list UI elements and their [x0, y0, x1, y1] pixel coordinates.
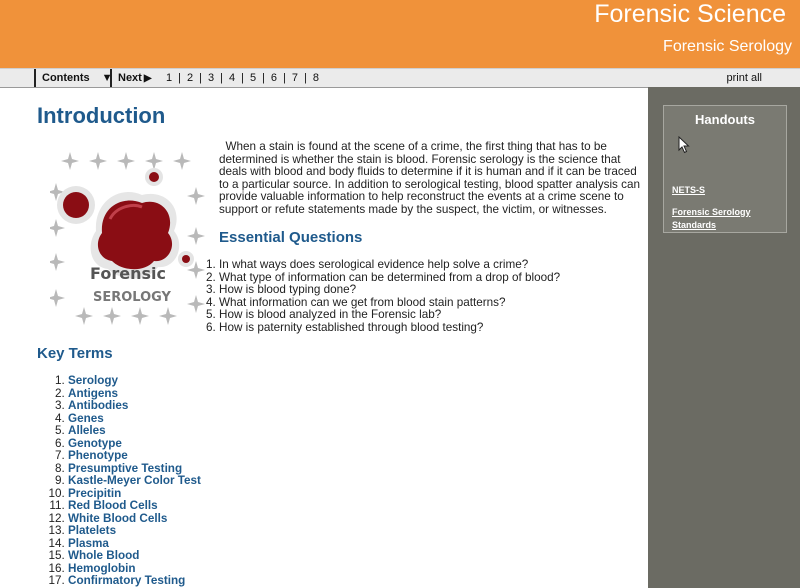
key-term-link[interactable]: Plasma: [68, 536, 109, 550]
page-separator: |: [220, 72, 223, 84]
key-term-link[interactable]: Phenotype: [68, 449, 128, 462]
question-item: 5. How is blood analyzed in the Forensic lab?: [219, 309, 560, 322]
question-item: 6. How is paternity established through blood testing?: [219, 322, 560, 335]
site-header: [0, 0, 800, 68]
print-all-link[interactable]: print all: [726, 72, 762, 84]
page-separator: |: [178, 72, 181, 84]
question-item: 2. What type of information can be determined from a drop of blood?: [219, 272, 560, 285]
page-separator: |: [262, 72, 265, 84]
page-link-3[interactable]: 3: [207, 72, 215, 84]
essential-questions-list: [205, 259, 560, 335]
essential-questions-heading: Essential Questions: [219, 229, 363, 246]
site-subtitle: Forensic Serology: [663, 38, 792, 55]
handouts-panel: [663, 105, 787, 233]
main-content: [0, 87, 648, 588]
key-term-item: [68, 575, 201, 588]
key-term-link[interactable]: Precipitin: [68, 486, 122, 500]
key-term-link[interactable]: White Blood Cells: [68, 511, 168, 525]
handouts-title: Handouts: [695, 112, 755, 127]
triangle-down-icon: ▼: [101, 72, 113, 84]
pointer-cursor-icon: [678, 136, 690, 154]
page-link-6[interactable]: 6: [270, 72, 278, 84]
navbar: [0, 68, 800, 88]
forensic-serology-link[interactable]: Forensic Serology: [672, 207, 751, 217]
key-term-link[interactable]: Alleles: [68, 424, 106, 437]
key-term-link[interactable]: Kastle-Meyer Color Test: [68, 474, 201, 487]
page-separator: |: [241, 72, 244, 84]
key-term-link[interactable]: Presumptive Testing: [68, 461, 183, 475]
contents-button[interactable]: [42, 69, 113, 87]
sidebar: [648, 87, 800, 588]
question-item: 3. How is blood typing done?: [219, 284, 560, 297]
page-title: Introduction: [37, 103, 166, 128]
triangle-right-icon: ▶: [143, 73, 152, 84]
intro-text: When a stain is found at the scene of a crime, the first thing that has to be determined is whether the stain is blood. Forensic serology is the science that deals with blood and body fluids to determine if it is human and if it can be traced to a particular source. In addition to serological testing, blood spatter analysis can provide valuable information to help reconstruct the events at a crime scene to support or refute statements made by the suspect, the victim, or witnesses.: [219, 140, 640, 216]
page-link-8[interactable]: 8: [312, 72, 320, 84]
contents-divider: [110, 69, 112, 87]
page-links: [166, 69, 319, 87]
key-term-link[interactable]: Confirmatory Testing: [68, 574, 186, 587]
page-link-2[interactable]: 2: [186, 72, 194, 84]
key-term-link[interactable]: Hemoglobin: [68, 561, 136, 575]
key-term-link[interactable]: Whole Blood: [68, 549, 140, 562]
page-separator: |: [304, 72, 307, 84]
question-item: 4. What information can we get from blood stain patterns?: [219, 297, 560, 310]
logo-text-serology: SEROLOGY: [93, 290, 171, 305]
page-link-5[interactable]: 5: [249, 72, 257, 84]
next-button[interactable]: [118, 69, 152, 88]
contents-label: Contents: [42, 72, 90, 84]
question-item: 1. In what ways does serological evidence help solve a crime?: [219, 259, 560, 272]
key-term-link[interactable]: Platelets: [68, 524, 117, 537]
key-term-link[interactable]: Antibodies: [68, 399, 129, 412]
key-term-link[interactable]: Serology: [68, 374, 119, 387]
page-link-1[interactable]: 1: [166, 72, 173, 84]
key-term-link[interactable]: Genotype: [68, 436, 122, 450]
key-terms-list: [40, 375, 201, 588]
nav-left-divider: [34, 69, 36, 87]
key-term-link[interactable]: Red Blood Cells: [68, 499, 158, 512]
page-link-4[interactable]: 4: [228, 72, 236, 84]
site-title: Forensic Science: [594, 0, 786, 28]
intro-paragraph: [219, 141, 643, 217]
key-term-link[interactable]: Antigens: [68, 386, 118, 400]
page-separator: |: [283, 72, 286, 84]
key-term-link[interactable]: Genes: [68, 411, 104, 425]
next-label: Next: [118, 72, 142, 84]
forensic-serology-logo: [50, 149, 208, 327]
nets-s-link[interactable]: NETS-S: [672, 185, 706, 195]
key-terms-heading: Key Terms: [37, 345, 113, 362]
page-separator: |: [199, 72, 202, 84]
page-link-7[interactable]: 7: [291, 72, 299, 84]
standards-link[interactable]: Standards: [672, 220, 717, 230]
logo-text-forensic: Forensic: [90, 264, 166, 283]
